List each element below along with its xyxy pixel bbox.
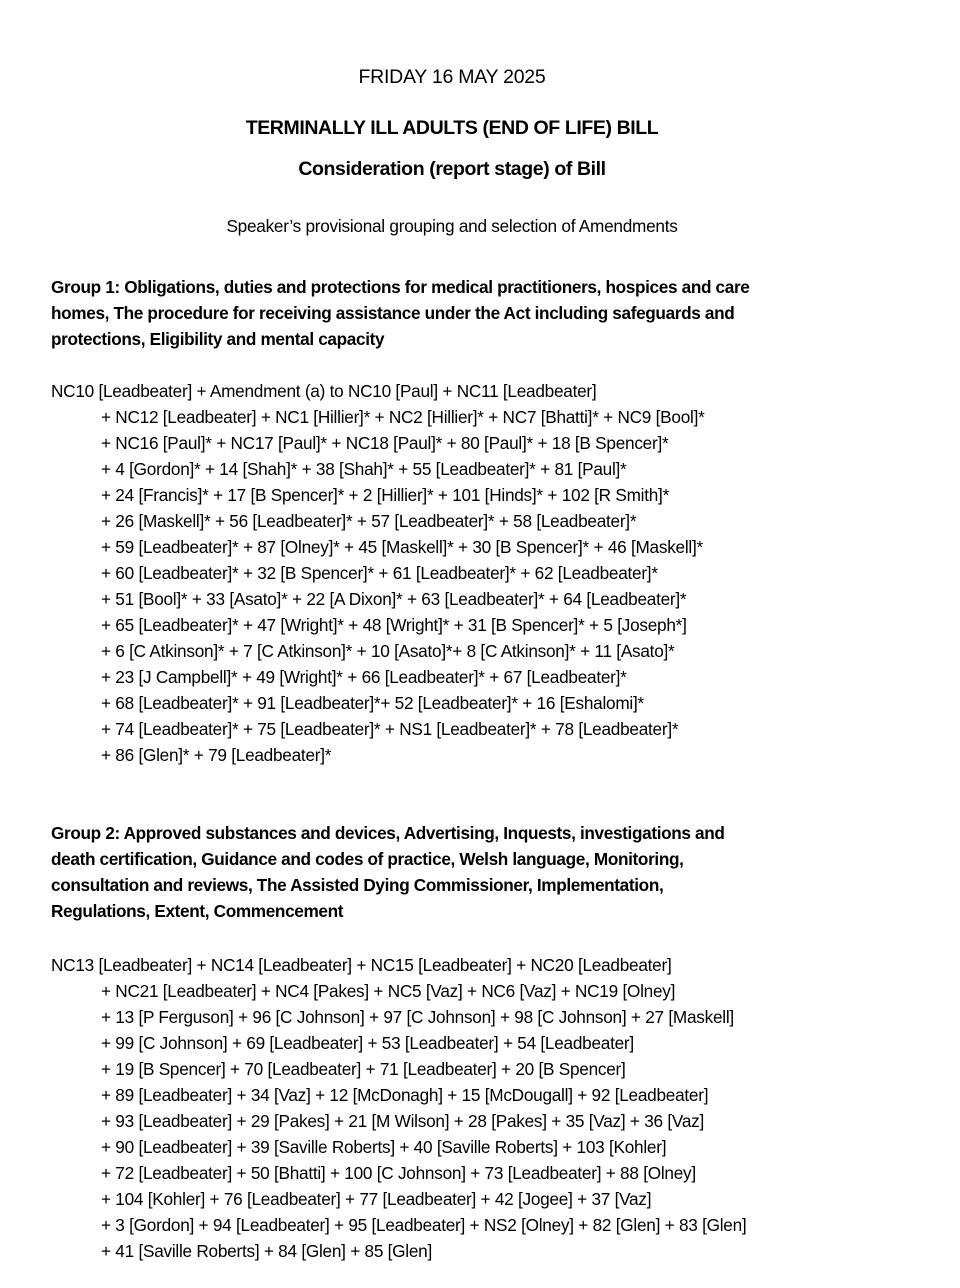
bill-title: TERMINALLY ILL ADULTS (END OF LIFE) BILL [245, 117, 659, 139]
amendment-line: + 65 [Leadbeater]* + 47 [Wright]* + 48 [Wright]* + 31 [B Spencer]* + 5 [Joseph*] [101, 615, 687, 635]
heading-line: death certification, Guidance and codes of practice, Welsh language, Monitoring, [51, 849, 684, 869]
amendment-line: + 19 [B Spencer] + 70 [Leadbeater] + 71 [Leadbeater] + 20 [B Spencer] [101, 1059, 626, 1079]
group-2-heading [51, 820, 851, 924]
amendment-line: + 74 [Leadbeater]* + 75 [Leadbeater]* + NS1 [Leadbeater]* + 78 [Leadbeater]* [101, 719, 679, 739]
heading-line: Group 1: Obligations, duties and protections for medical practitioners, hospices and care [51, 277, 750, 297]
heading-line: Group 2: Approved substances and devices, Advertising, Inquests, investigations and [51, 823, 725, 843]
amendment-line: + 24 [Francis]* + 17 [B Spencer]* + 2 [Hillier]* + 101 [Hinds]* + 102 [R Smith]* [101, 485, 670, 505]
document-subtitle: Speaker’s provisional grouping and selection of Amendments [226, 216, 678, 236]
amendment-line: + 51 [Bool]* + 33 [Asato]* + 22 [A Dixon]* + 63 [Leadbeater]* + 64 [Leadbeater]* [101, 589, 687, 609]
heading-line: consultation and reviews, The Assisted Dying Commissioner, Implementation, [51, 875, 664, 895]
amendment-line: + NC12 [Leadbeater] + NC1 [Hillier]* + NC2 [Hillier]* + NC7 [Bhatti]* + NC9 [Bool]* [101, 407, 705, 427]
heading-line: protections, Eligibility and mental capacity [51, 329, 385, 349]
amendment-line: + 60 [Leadbeater]* + 32 [B Spencer]* + 61 [Leadbeater]* + 62 [Leadbeater]* [101, 563, 658, 583]
group-1-heading [51, 274, 851, 352]
amendment-line: + NC21 [Leadbeater] + NC4 [Pakes] + NC5 [Vaz] + NC6 [Vaz] + NC19 [Olney] [101, 981, 676, 1001]
bill-stage: Consideration (report stage) of Bill [298, 158, 606, 180]
amendment-line: NC13 [Leadbeater] + NC14 [Leadbeater] + NC15 [Leadbeater] + NC20 [Leadbeater] [51, 955, 672, 975]
group-2-amendment-list [51, 952, 931, 1264]
amendment-line: + 41 [Saville Roberts] + 84 [Glen] + 85 [Glen] [101, 1241, 433, 1261]
group-1-amendment-list [51, 378, 931, 768]
amendment-line: + 26 [Maskell]* + 56 [Leadbeater]* + 57 [Leadbeater]* + 58 [Leadbeater]* [101, 511, 637, 531]
amendment-line: + 4 [Gordon]* + 14 [Shah]* + 38 [Shah]* + 55 [Leadbeater]* + 81 [Paul]* [101, 459, 627, 479]
sitting-date: FRIDAY 16 MAY 2025 [358, 66, 546, 88]
amendment-line: + 23 [J Campbell]* + 49 [Wright]* + 66 [Leadbeater]* + 67 [Leadbeater]* [101, 667, 627, 687]
amendment-line: + 13 [P Ferguson] + 96 [C Johnson] + 97 [C Johnson] + 98 [C Johnson] + 27 [Maskell] [101, 1007, 734, 1027]
heading-line: Regulations, Extent, Commencement [51, 901, 344, 921]
amendment-line: + 99 [C Johnson] + 69 [Leadbeater] + 53 [Leadbeater] + 54 [Leadbeater] [101, 1033, 634, 1053]
amendment-line: + NC16 [Paul]* + NC17 [Paul]* + NC18 [Paul]* + 80 [Paul]* + 18 [B Spencer]* [101, 433, 669, 453]
amendment-line: + 6 [C Atkinson]* + 7 [C Atkinson]* + 10 [Asato]*+ 8 [C Atkinson]* + 11 [Asato]* [101, 641, 675, 661]
amendment-line: + 89 [Leadbeater] + 34 [Vaz] + 12 [McDonagh] + 15 [McDougall] + 92 [Leadbeater] [101, 1085, 709, 1105]
amendment-line: + 86 [Glen]* + 79 [Leadbeater]* [101, 745, 332, 765]
amendment-line: NC10 [Leadbeater] + Amendment (a) to NC10 [Paul] + NC11 [Leadbeater] [51, 381, 597, 401]
amendment-line: + 90 [Leadbeater] + 39 [Saville Roberts] + 40 [Saville Roberts] + 103 [Kohler] [101, 1137, 667, 1157]
heading-line: homes, The procedure for receiving assistance under the Act including safeguards and [51, 303, 735, 323]
amendment-line: + 59 [Leadbeater]* + 87 [Olney]* + 45 [Maskell]* + 30 [B Spencer]* + 46 [Maskell]* [101, 537, 703, 557]
amendment-line: + 104 [Kohler] + 76 [Leadbeater] + 77 [Leadbeater] + 42 [Jogee] + 37 [Vaz] [101, 1189, 652, 1209]
amendment-line: + 3 [Gordon] + 94 [Leadbeater] + 95 [Leadbeater] + NS2 [Olney] + 82 [Glen] + 83 [Glen] [101, 1215, 747, 1235]
amendment-line: + 72 [Leadbeater] + 50 [Bhatti] + 100 [C Johnson] + 73 [Leadbeater] + 88 [Olney] [101, 1163, 696, 1183]
amendment-line: + 68 [Leadbeater]* + 91 [Leadbeater]*+ 52 [Leadbeater]* + 16 [Eshalomi]* [101, 693, 644, 713]
amendment-line: + 93 [Leadbeater] + 29 [Pakes] + 21 [M Wilson] + 28 [Pakes] + 35 [Vaz] + 36 [Vaz] [101, 1111, 705, 1131]
